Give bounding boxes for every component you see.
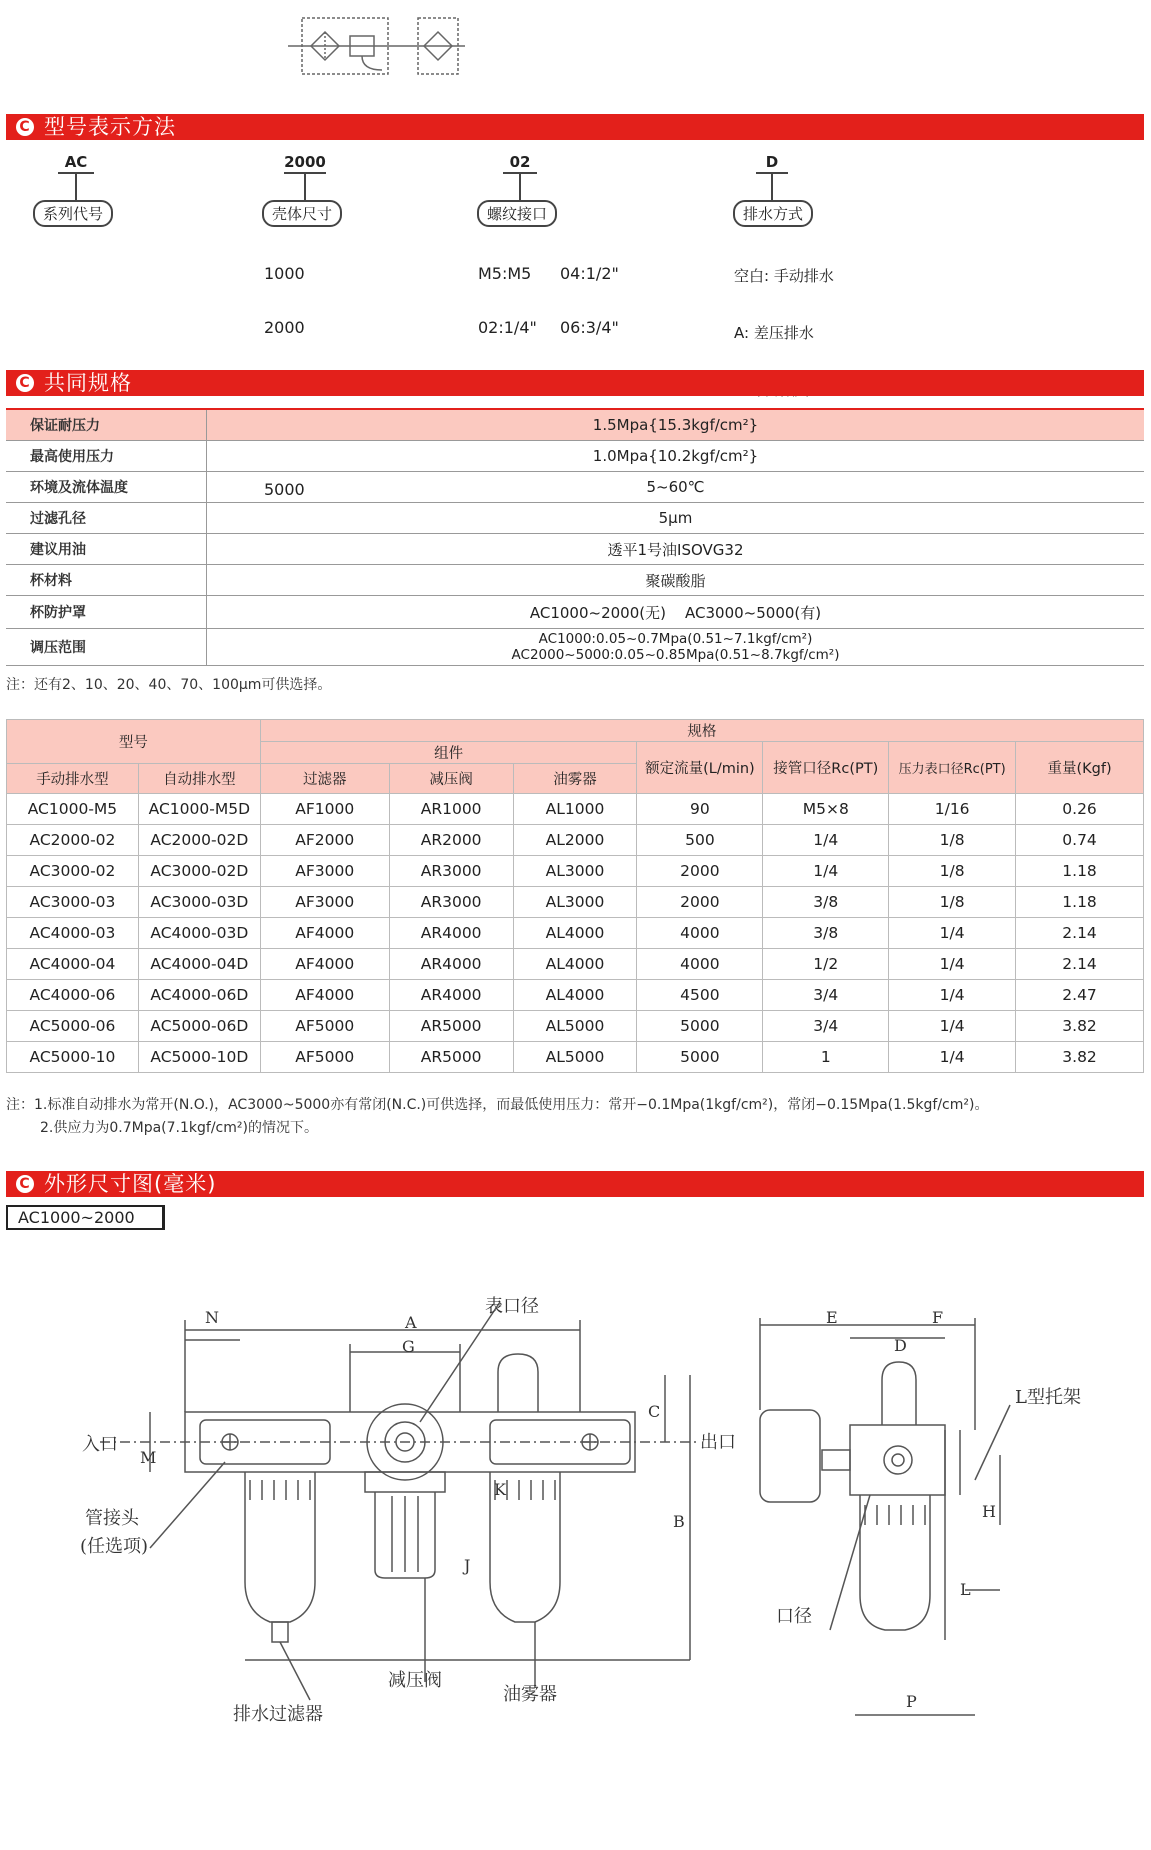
table-cell: AF5000 xyxy=(260,1042,389,1073)
table-row xyxy=(7,1042,1144,1073)
spec-row: 杯材料 聚碳酸脂 xyxy=(6,565,1144,596)
dim-A: A xyxy=(405,1313,417,1332)
section-bar-model xyxy=(6,114,1144,140)
spec-row: 调压范围 AC1000:0.05~0.7Mpa(0.51~7.1kgf/cm²) AC2000~5000:0.05~0.85Mpa(0.51~8.7kgf/cm²) xyxy=(6,629,1144,666)
spec-row: 最高使用压力 1.0Mpa{10.2kgf/cm²} xyxy=(6,441,1144,472)
table-cell: 3.82 xyxy=(1016,1011,1144,1042)
section-c-icon: C xyxy=(16,118,34,136)
table-cell: 4000 xyxy=(637,949,763,980)
table-cell: AC4000-06 xyxy=(7,980,139,1011)
table-cell: 1/4 xyxy=(889,1042,1016,1073)
table-cell: AC4000-06D xyxy=(138,980,260,1011)
th-reg: 减压阀 xyxy=(389,764,513,794)
table-cell: AR4000 xyxy=(389,980,513,1011)
table-row xyxy=(7,825,1144,856)
table-cell: 2.47 xyxy=(1016,980,1144,1011)
table-cell: AL5000 xyxy=(513,1042,637,1073)
th-lub: 油雾器 xyxy=(513,764,637,794)
th-auto: 自动排水型 xyxy=(138,764,260,794)
note-supply: 2.供应力为0.7Mpa(7.1kgf/cm²)的情况下。 xyxy=(40,1120,318,1136)
table-cell: AF4000 xyxy=(260,980,389,1011)
dim-H: H xyxy=(982,1502,996,1521)
table-cell: AL4000 xyxy=(513,980,637,1011)
th-manual: 手动排水型 xyxy=(7,764,139,794)
dim-tag: AC1000~2000 xyxy=(6,1205,165,1230)
fitting-opt-label: (任选项) xyxy=(80,1536,149,1557)
table-cell: AC3000-02D xyxy=(138,856,260,887)
regulator-label: 减压阀 xyxy=(388,1670,442,1691)
dim-P: P xyxy=(906,1692,917,1711)
table-cell: AC3000-03D xyxy=(138,887,260,918)
dim-F: F xyxy=(932,1308,944,1327)
th-weight: 重量(Kgf) xyxy=(1016,742,1144,794)
table-cell: 2000 xyxy=(637,856,763,887)
table-cell: AL5000 xyxy=(513,1011,637,1042)
table-cell: AF5000 xyxy=(260,1011,389,1042)
table-cell: 5000 xyxy=(637,1011,763,1042)
inlet-label: 入口 xyxy=(82,1434,118,1455)
dim-E: E xyxy=(826,1308,838,1327)
dim-J: J xyxy=(464,1556,471,1575)
table-cell: 1/4 xyxy=(763,825,889,856)
table-row xyxy=(7,949,1144,980)
th-model: 型号 xyxy=(7,720,261,764)
table-cell: 1.18 xyxy=(1016,856,1144,887)
table-cell: AC1000-M5D xyxy=(138,794,260,825)
table-cell: AR3000 xyxy=(389,887,513,918)
table-cell: 1/8 xyxy=(889,825,1016,856)
table-cell: 1/8 xyxy=(889,887,1016,918)
note-filter: 注：还有2、10、20、40、70、100μm可供选择。 xyxy=(6,677,332,693)
table-row xyxy=(7,918,1144,949)
table-cell: 2.14 xyxy=(1016,918,1144,949)
table-cell: 1/4 xyxy=(889,1011,1016,1042)
table-cell: 1/4 xyxy=(889,918,1016,949)
lubricator-label: 油雾器 xyxy=(503,1684,557,1705)
table-cell: AL3000 xyxy=(513,887,637,918)
table-cell: AC2000-02D xyxy=(138,825,260,856)
table-cell: AF4000 xyxy=(260,918,389,949)
table-row xyxy=(7,856,1144,887)
table-cell: AC3000-02 xyxy=(7,856,139,887)
table-cell: AF4000 xyxy=(260,949,389,980)
series-label: 系列代号 xyxy=(33,200,113,227)
section-c-icon: C xyxy=(16,374,34,392)
table-cell: 90 xyxy=(637,794,763,825)
section-title: 外形尺寸图(毫米) xyxy=(44,1172,217,1196)
dim-L: L xyxy=(960,1580,971,1599)
table-cell: AR1000 xyxy=(389,794,513,825)
table-cell: 1/16 xyxy=(889,794,1016,825)
table-cell: M5×8 xyxy=(763,794,889,825)
outlet-label: 出口 xyxy=(700,1432,736,1453)
drain-label: 排水方式 xyxy=(733,200,813,227)
thread-code: 02 xyxy=(509,153,531,171)
drain-filter-label: 排水过滤器 xyxy=(233,1704,323,1725)
th-flow: 额定流量(L/min) xyxy=(637,742,763,794)
dim-G: G xyxy=(402,1337,415,1356)
section-title: 共同规格 xyxy=(44,371,132,395)
table-cell: AF1000 xyxy=(260,794,389,825)
th-filter: 过滤器 xyxy=(260,764,389,794)
model-table-body xyxy=(7,794,1144,1073)
drain-options: 空白: 手动排水 A: 差压排水 xyxy=(734,267,834,342)
th-port: 接管口径Rc(PT) xyxy=(763,742,889,794)
table-cell: AL4000 xyxy=(513,949,637,980)
table-cell: 1/4 xyxy=(763,856,889,887)
table-cell: AC4000-04D xyxy=(138,949,260,980)
table-cell: AF2000 xyxy=(260,825,389,856)
section-bar-dims xyxy=(6,1171,1144,1197)
table-cell: AL2000 xyxy=(513,825,637,856)
table-cell: AR4000 xyxy=(389,949,513,980)
table-cell: 4500 xyxy=(637,980,763,1011)
body-code: 2000 xyxy=(284,153,326,171)
spec-row: 杯防护罩 AC1000~2000(无) AC3000~5000(有) xyxy=(6,596,1144,629)
table-cell: 5000 xyxy=(637,1042,763,1073)
thread-options: M5:M5 04:1/2" 02:1/4" 06:3/4" xyxy=(478,264,619,337)
bracket-label: L型托架 xyxy=(1015,1387,1081,1408)
table-cell: 500 xyxy=(637,825,763,856)
spec-row: 过滤孔径 5μm xyxy=(6,503,1144,534)
table-cell: 1 xyxy=(763,1042,889,1073)
table-cell: 1/8 xyxy=(889,856,1016,887)
table-cell: 3/4 xyxy=(763,980,889,1011)
section-bar-common xyxy=(6,370,1144,396)
dim-K: K xyxy=(494,1480,506,1499)
thread-label: 螺纹接口 xyxy=(477,200,557,227)
dim-D: D xyxy=(894,1336,907,1355)
table-cell: 1/2 xyxy=(763,949,889,980)
table-cell: AC5000-10D xyxy=(138,1042,260,1073)
table-cell: 3.82 xyxy=(1016,1042,1144,1073)
note-drain: 注：1.标准自动排水为常开(N.O.)，AC3000~5000亦有常闭(N.C.)可供选择，而最低使用压力：常开−0.1Mpa(1kgf/cm²)，常闭−0.15Mpa(1.5kgf/cm²)。 xyxy=(6,1097,989,1113)
table-cell: 3/8 xyxy=(763,918,889,949)
th-spec: 规格 xyxy=(260,720,1143,742)
table-row xyxy=(7,980,1144,1011)
section-c-icon: C xyxy=(16,1175,34,1193)
table-cell: 0.26 xyxy=(1016,794,1144,825)
table-cell: AC4000-03D xyxy=(138,918,260,949)
drain-code: D xyxy=(765,153,779,171)
table-cell: 1.18 xyxy=(1016,887,1144,918)
table-cell: AL3000 xyxy=(513,856,637,887)
dimension-drawing xyxy=(0,1280,1151,1750)
table-cell: 1/4 xyxy=(889,949,1016,980)
model-table xyxy=(6,719,1144,1073)
table-cell: AC2000-02 xyxy=(7,825,139,856)
dim-M: M xyxy=(140,1448,157,1467)
table-cell: AC1000-M5 xyxy=(7,794,139,825)
table-cell: 3/4 xyxy=(763,1011,889,1042)
spec-row: 保证耐压力 1.5Mpa{15.3kgf/cm²} xyxy=(6,409,1144,441)
table-cell: AC3000-03 xyxy=(7,887,139,918)
th-parts: 组件 xyxy=(260,742,637,764)
table-cell: AL4000 xyxy=(513,918,637,949)
dim-C: C xyxy=(648,1402,661,1421)
table-cell: 3/8 xyxy=(763,887,889,918)
fitting-label: 管接头 xyxy=(85,1508,139,1529)
table-cell: AF3000 xyxy=(260,856,389,887)
table-cell: AC4000-03 xyxy=(7,918,139,949)
spec-row: 环境及流体温度 5~60℃ xyxy=(6,472,1144,503)
table-cell: 2.14 xyxy=(1016,949,1144,980)
table-cell: AF3000 xyxy=(260,887,389,918)
table-cell: 2000 xyxy=(637,887,763,918)
table-cell: AR3000 xyxy=(389,856,513,887)
table-cell: 0.74 xyxy=(1016,825,1144,856)
gauge-port-label: 表口径 xyxy=(485,1296,539,1317)
table-cell: AC5000-06 xyxy=(7,1011,139,1042)
port-label: 口径 xyxy=(776,1606,812,1627)
table-cell: AC5000-10 xyxy=(7,1042,139,1073)
body-label: 壳体尺寸 xyxy=(262,200,342,227)
common-spec-table xyxy=(6,408,1144,666)
table-cell: AR5000 xyxy=(389,1011,513,1042)
dim-N: N xyxy=(205,1308,219,1327)
series-code: AC xyxy=(64,153,88,171)
table-cell: AR4000 xyxy=(389,918,513,949)
table-cell: AL1000 xyxy=(513,794,637,825)
th-gauge: 压力表口径Rc(PT) xyxy=(889,742,1016,794)
table-row xyxy=(7,887,1144,918)
table-cell: 4000 xyxy=(637,918,763,949)
spec-row: 建议用油 透平1号油ISOVG32 xyxy=(6,534,1144,565)
table-row xyxy=(7,794,1144,825)
table-row xyxy=(7,1011,1144,1042)
table-cell: AR5000 xyxy=(389,1042,513,1073)
pneumatic-symbol xyxy=(280,14,470,80)
section-title: 型号表示方法 xyxy=(44,115,176,139)
table-cell: AC5000-06D xyxy=(138,1011,260,1042)
body-options: 1000 2000 5000 xyxy=(264,264,305,499)
table-cell: AC4000-04 xyxy=(7,949,139,980)
table-cell: 1/4 xyxy=(889,980,1016,1011)
dim-B: B xyxy=(673,1512,685,1531)
table-cell: AR2000 xyxy=(389,825,513,856)
